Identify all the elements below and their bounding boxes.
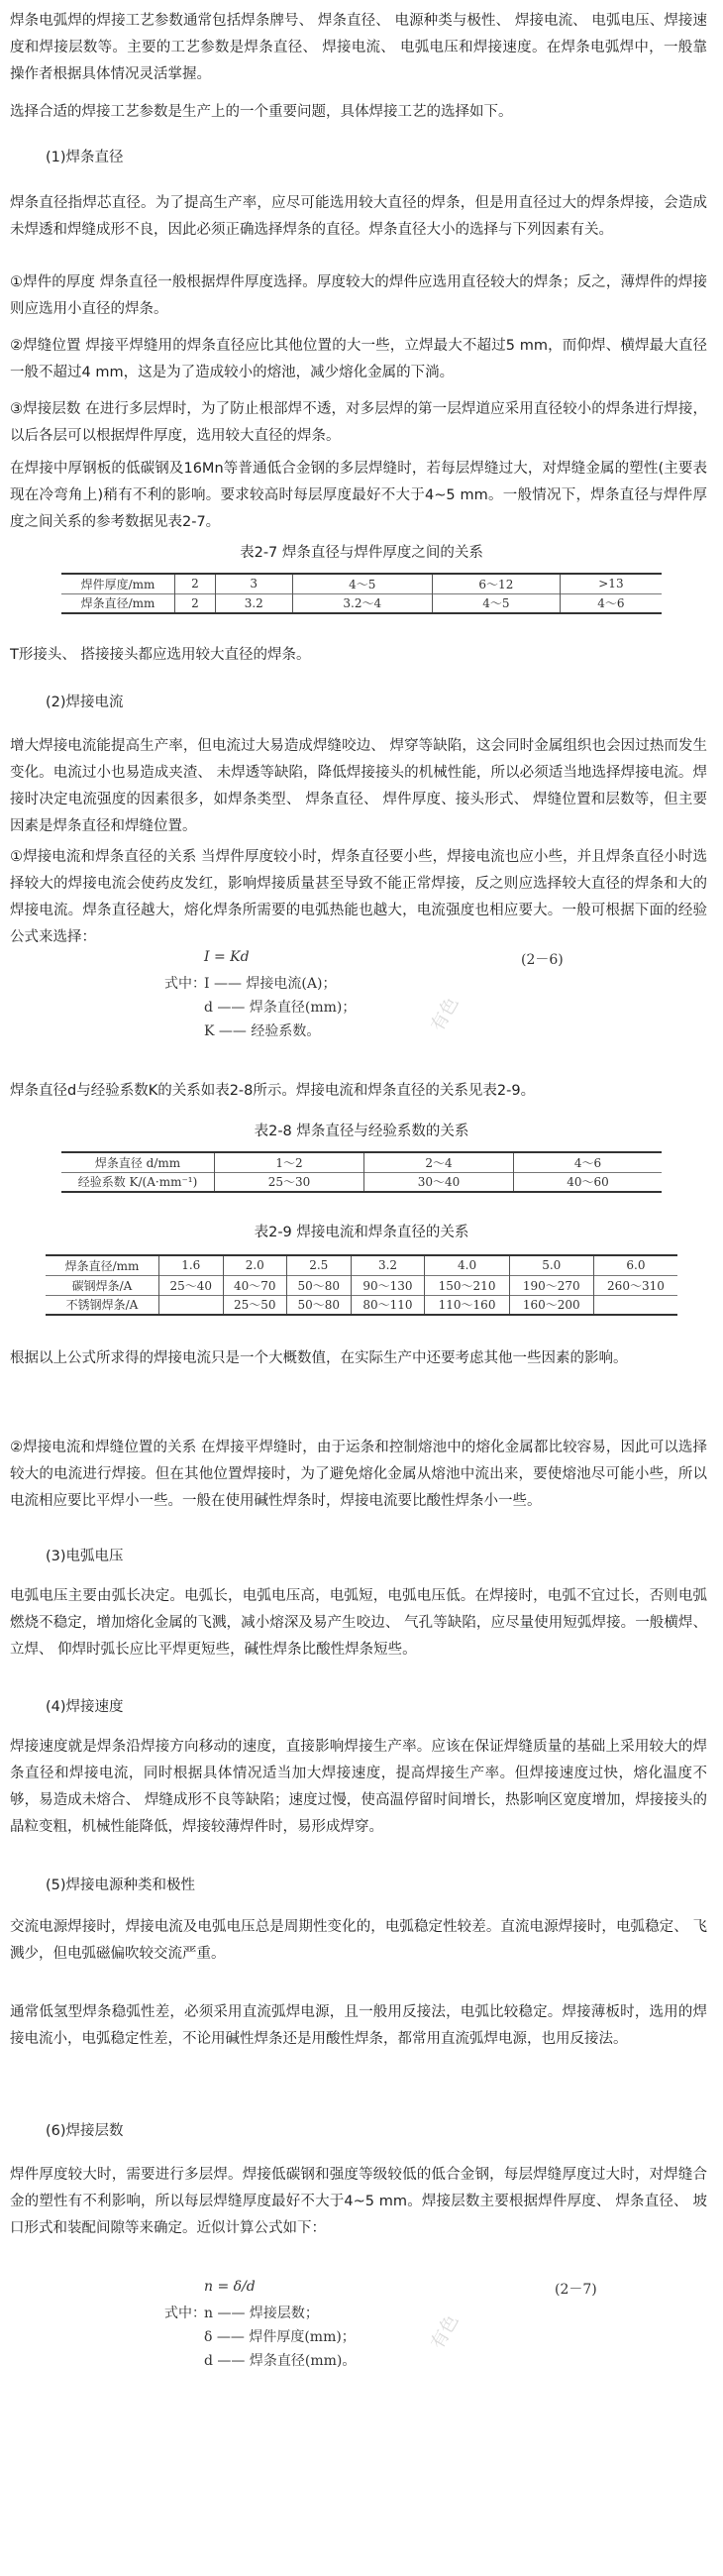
section-heading: (4)焊接速度 [46,1699,124,1715]
table-cell: 焊条直径/mm [61,593,175,613]
table-2-9 [46,1254,677,1316]
table-cell: 160～200 [509,1295,593,1315]
formula-variable: n —— 焊接层数； [204,2306,319,2321]
table-cell: 4～5 [292,574,432,593]
formula-2-7 [0,2279,723,2388]
intro-paragraph: 焊条电弧焊的焊接工艺参数通常包括焊条牌号、 焊条直径、 电源种类与极性、 焊接电流、 电弧电压、焊接速度和焊接层数等。主要的工艺参数是焊条直径、 焊接电流、 电弧电压和焊接速度。在焊条电弧焊中，一般靠操作者根据具体情况灵活掌握。 [10,13,707,82]
table-cell: 30～40 [364,1172,514,1192]
paragraph: ②焊接电流和焊缝位置的关系 在焊接平焊缝时，由于运条和控制熔池中的熔化金属都比较容易，因此可以选择较大的电流进行焊接。但在其他位置焊接时，为了避免熔化金属从熔池中流出来，要使熔池尽可能小些，所以电流相应要比平焊小一些。一般在使用碱性焊条时，焊接电流要比酸性焊条小一些。 [10,1440,707,1509]
table-cell: 4.0 [425,1255,509,1275]
section-heading: (1)焊条直径 [46,150,124,165]
table-cell: 碳钢焊条/A [46,1275,159,1295]
paragraph: 选择合适的焊接工艺参数是生产上的一个重要问题，具体焊接工艺的选择如下。 [10,104,513,120]
table-2-7 [61,573,662,614]
table-cell: 焊件厚度/mm [80,577,155,591]
paragraph: ①焊件的厚度 焊条直径一般根据焊件厚度选择。厚度较大的焊件应选用直径较大的焊条；反之，薄焊件的焊接则应选用小直径的焊条。 [10,274,707,317]
section-heading: (5)焊接电源种类和极性 [46,1878,196,1893]
table-cell: 25～30 [215,1172,364,1192]
table-cell: 3.2 [215,593,292,613]
table-cell: 2～4 [364,1152,514,1172]
watermark: 有色 [427,2310,464,2353]
table-cell: 3.2 [351,1255,425,1275]
table-cell: 40～60 [514,1172,662,1192]
paragraph: 焊件厚度较大时，需要进行多层焊。焊接低碳钢和强度等级较低的低合金钢，每层焊缝厚度过大时，对焊缝合金的塑性有不利影响，所以每层焊缝厚度最好不大于4~5 mm。焊接层数主要根据焊件厚度、 焊条直径、 坡口形式和装配间隙等来确定。近似计算公式如下： [10,2167,707,2236]
formula-variable: K —— 经验系数。 [204,1023,321,1039]
table-cell: 50～80 [287,1275,352,1295]
table-cell: 2.0 [223,1255,287,1275]
paragraph: 焊接速度就是焊条沿焊接方向移动的速度，直接影响焊接生产率。应该在保证焊缝质量的基础上采用较大的焊条直径和焊接电流，同时根据具体情况适当加大焊接速度，提高焊接生产率。但焊接速度过快，熔化温度不够，易造成未熔合、 焊缝成形不良等缺陷；速度过慢，使高温停留时间增长，热影响区宽度增加，焊接接头的晶粒变粗，机械性能降低，焊接较薄焊件时，易形成焊穿。 [10,1739,707,1835]
table-caption: 表2-7 焊条直径与焊件厚度之间的关系 [240,545,483,561]
formula-where: 式中： [164,976,206,992]
formula-2-6 [0,949,723,1058]
section-heading: (6)焊接层数 [46,2123,124,2139]
table-cell [159,1295,224,1315]
table-cell: 3 [215,574,292,593]
table-cell: 不锈钢焊条/A [46,1295,159,1315]
section-heading: (3)电弧电压 [46,1549,124,1564]
table-cell: 80～110 [351,1295,425,1315]
table-cell: 25～50 [223,1295,287,1315]
table-cell: 25～40 [159,1275,224,1295]
formula-variable: d —— 焊条直径(mm)； [204,1000,357,1016]
table-cell: 6.0 [593,1255,677,1275]
paragraph: 交流电源焊接时，焊接电流及电弧电压总是周期性变化的，电弧稳定性较差。直流电源焊接时，电弧稳定、 飞溅少，但电弧磁偏吹较交流严重。 [10,1919,707,1962]
table-cell: 焊条直径 d/mm [94,1155,181,1170]
table-cell: >13 [560,574,662,593]
formula-expression: I = Kd [204,949,250,965]
table-cell: 3.2～4 [292,593,432,613]
table-caption: 表2-9 焊接电流和焊条直径的关系 [254,1225,469,1240]
table-cell: 2.5 [287,1255,352,1275]
table-cell: 5.0 [509,1255,593,1275]
table-cell [593,1295,677,1315]
table-cell: 1.6 [159,1255,224,1275]
table-cell: 40～70 [223,1275,287,1295]
formula-variable: δ —— 焊件厚度(mm)； [204,2329,356,2345]
table-cell: 2 [175,574,216,593]
table-row [46,1275,677,1295]
table-cell: 190～270 [509,1275,593,1295]
table-cell: 6～12 [432,574,560,593]
paragraph: ①焊接电流和焊条直径的关系 当焊件厚度较小时，焊条直径要小些，焊接电流也应小些，并且焊条直径小时选择较大的焊接电流会使药皮发红，影响焊接质量甚至导致不能正常焊接，反之则应选择较大直径的焊条和大的焊接电流。焊条直径越大，熔化焊条所需要的电弧热能也越大，电流强度也相应要大。一般可根据下面的经验公式来选择： [10,849,707,945]
table-cell: 50～80 [287,1295,352,1315]
paragraph: ③焊接层数 在进行多层焊时，为了防止根部焊不透，对多层焊的第一层焊道应采用直径较小的焊条进行焊接，以后各层可以根据焊件厚度，选用较大直径的焊条。 [10,401,707,444]
table-cell: 4～6 [560,593,662,613]
table-cell: 焊条直径/mm [64,1258,140,1273]
paragraph: 增大焊接电流能提高生产率，但电流过大易造成焊缝咬边、 焊穿等缺陷，这会同时金属组织也会因过热而发生变化。电流过小也易造成夹渣、 未焊透等缺陷，降低焊接接头的机械性能，所以必须适当地选择焊接电流。焊接时决定电流强度的因素很多，如焊条类型、 焊条直径、 焊件厚度、接头形式、 焊缝位置和层数等，但主要因素是焊条直径和焊缝位置。 [10,738,707,834]
watermark: 有色 [427,993,464,1035]
formula-number: (2－6) [521,952,564,968]
table-cell: 110～160 [425,1295,509,1315]
table-row [61,593,662,613]
table-row [61,1152,662,1172]
table-row [46,1255,677,1275]
table-cell: 260～310 [593,1275,677,1295]
paragraph: ②焊缝位置 焊接平焊缝用的焊条直径应比其他位置的大一些，立焊最大不超过5 mm，而仰焊、横焊最大直径一般不超过4 mm，这是为了造成较小的熔池，减少熔化金属的下淌。 [10,338,707,380]
formula-where: 式中： [164,2306,206,2321]
paragraph: 焊条直径指焊芯直径。为了提高生产率，应尽可能选用较大直径的焊条，但是用直径过大的焊条焊接，会造成未焊透和焊缝成形不良，因此必须正确选择焊条的直径。焊条直径大小的选择与下列因素有关。 [10,195,707,238]
formula-number: (2－7) [555,2282,597,2298]
formula-expression: n = δ/d [204,2279,256,2295]
paragraph: T形接头、 搭接接头都应选用较大直径的焊条。 [10,647,311,663]
table-cell: 90～130 [351,1275,425,1295]
paragraph: 焊条直径d与经验系数K的关系如表2-8所示。焊接电流和焊条直径的关系见表2-9。 [10,1083,536,1099]
paragraph: 在焊接中厚钢板的低碳钢及16Mn等普通低合金钢的多层焊缝时，若每层焊缝过大，对焊缝金属的塑性(主要表现在冷弯角上)稍有不利的影响。要求较高时每层厚度最好不大于4~5 mm。一般情况下，焊条直径与焊件厚度之间关系的参考数据见表2-7。 [10,461,707,530]
table-cell: 150～210 [425,1275,509,1295]
table-row [61,574,662,593]
table-row [46,1295,677,1315]
section-heading: (2)焊接电流 [46,695,124,710]
table-row [61,1172,662,1192]
paragraph: 根据以上公式所求得的焊接电流只是一个大概数值，在实际生产中还要考虑其他一些因素的影响。 [10,1350,628,1366]
paragraph: 电弧电压主要由弧长决定。电弧长，电弧电压高，电弧短，电弧电压低。在焊接时，电弧不宜过长，否则电弧燃烧不稳定，增加熔化金属的飞溅，减小熔深及易产生咬边、 气孔等缺陷，应尽量使用短弧焊接。一般横焊、 立焊、 仰焊时弧长应比平焊更短些，碱性焊条比酸性焊条短些。 [10,1588,707,1658]
formula-variable: d —— 焊条直径(mm)。 [204,2353,357,2369]
table-cell: 经验系数 K/(A·mm⁻¹) [61,1172,215,1192]
table-cell: 1～2 [215,1152,364,1172]
table-caption: 表2-8 焊条直径与经验系数的关系 [254,1124,469,1139]
formula-variable: I —— 焊接电流(A)； [204,976,337,992]
table-cell: 4～5 [432,593,560,613]
table-cell: 2 [175,593,216,613]
table-2-8 [61,1151,662,1193]
paragraph: 通常低氢型焊条稳弧性差，必须采用直流弧焊电源，且一般用反接法，电弧比较稳定。焊接薄板时，选用的焊接电流小，电弧稳定性差，不论用碱性焊条还是用酸性焊条，都常用直流弧焊电源，也用反接法。 [10,2004,707,2047]
table-cell: 4～6 [514,1152,662,1172]
